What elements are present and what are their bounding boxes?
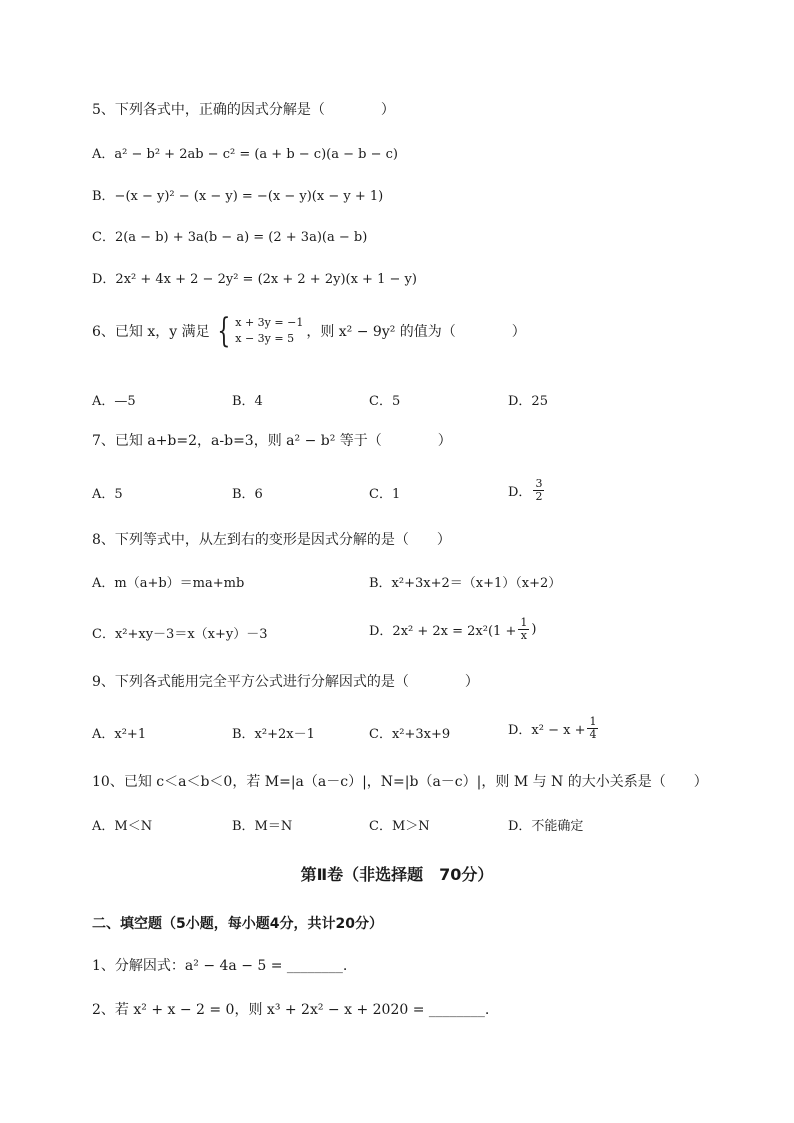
q8-option-d-pre: D．2x² + 2x = 2x²(1 + (369, 623, 517, 639)
q7-option-d (508, 478, 546, 502)
fill-question-1: 1、分解因式：a² − 4a − 5 = ________. (92, 958, 348, 974)
q10-option-c: C．M＞N (369, 819, 430, 834)
q9-options (92, 716, 712, 750)
q8-options-row2 (92, 617, 712, 651)
q8-option-a: A．m（a+b）＝ma+mb (92, 576, 245, 591)
q7-options (92, 478, 712, 508)
q6-equation-2: x − 3y = 5 (235, 332, 295, 345)
q9-option-d-fraction (587, 716, 598, 740)
q7-option-c: C．1 (369, 487, 401, 502)
q6-option-b: B．4 (232, 394, 263, 409)
q6-option-d: D．25 (508, 394, 548, 409)
q6-option-c: C．5 (369, 394, 401, 409)
q10-option-a: A．M＜N (92, 819, 153, 834)
section-title: 第Ⅱ卷（非选择题 70分） (300, 865, 494, 884)
q5-stem: 5、下列各式中，正确的因式分解是（ ） (92, 102, 395, 118)
q9-option-d (508, 716, 600, 740)
q10-stem: 10、已知 c＜a＜b＜0，若 M=|a（a－c）|，N=|b（a－c）|，则 M 与 N 的大小关系是（ ） (92, 774, 708, 790)
fraction-numerator: 1 (589, 715, 597, 728)
q6-option-a: A．—5 (92, 394, 136, 409)
fraction-denominator: x (520, 628, 527, 642)
q9-option-c: C．x²+3x+9 (369, 727, 451, 742)
q6-stem (92, 311, 526, 351)
q6-stem-pre: 6、已知 x，y 满足 (92, 324, 210, 340)
q8-option-d-post: ) (531, 621, 537, 637)
q5-option-c: C．2(a − b) + 3a(b − a) = (2 + 3a)(a − b) (92, 230, 368, 245)
q9-stem: 9、下列各式能用完全平方公式进行分解因式的是（ ） (92, 674, 479, 690)
q7-stem: 7、已知 a+b=2，a-b=3，则 a² − b² 等于（ ） (92, 433, 452, 449)
q5-option-d: D．2x² + 4x + 2 − 2y² = (2x + 2 + 2y)(x + 1 − y) (92, 272, 417, 287)
fraction-numerator: 3 (535, 477, 543, 490)
fill-question-2: 2、若 x² + x − 2 = 0，则 x³ + 2x² − x + 2020 = ________. (92, 1002, 490, 1018)
q7-option-d-label: D． (508, 484, 532, 500)
q10-option-d: D．不能确定 (508, 819, 584, 834)
q6-stem-post: ，则 x² − 9y² 的值为（ ） (306, 324, 526, 340)
fraction-denominator: 2 (535, 489, 543, 503)
q7-option-b: B．6 (232, 487, 263, 502)
brace-glyph: { (216, 311, 230, 351)
q6-equation-1: x + 3y = −1 (235, 316, 304, 330)
q8-option-b: B．x²+3x+2＝（x+1）（x+2） (369, 576, 562, 591)
section-subtitle: 二、填空题（5小题，每小题4分，共计20分） (92, 916, 383, 932)
q8-stem: 8、下列等式中，从左到右的变形是因式分解的是（ ） (92, 532, 451, 548)
fraction-denominator: 4 (589, 727, 597, 741)
q8-option-d-fraction (518, 617, 529, 641)
q8-options-row1 (92, 572, 712, 592)
q5-option-a: A．a² − b² + 2ab − c² = (a + b − c)(a − b − c) (92, 147, 398, 162)
q10-options (92, 815, 712, 835)
q9-option-d-pre: D．x² − x + (508, 722, 586, 738)
q9-option-b: B．x²+2x－1 (232, 727, 315, 742)
q5-option-b: B．−(x − y)² − (x − y) = −(x − y)(x − y + 1) (92, 189, 384, 204)
q6-options (92, 390, 712, 410)
q6-equation-system (213, 311, 304, 351)
fraction-numerator: 1 (520, 616, 528, 629)
q7-option-a: A．5 (92, 487, 123, 502)
q8-option-c: C．x²+xy－3＝x（x+y）－3 (92, 627, 268, 642)
q10-option-b: B．M＝N (232, 819, 293, 834)
q8-option-d (369, 617, 536, 641)
q9-option-a: A．x²+1 (92, 727, 147, 742)
q7-option-d-fraction (533, 478, 544, 502)
